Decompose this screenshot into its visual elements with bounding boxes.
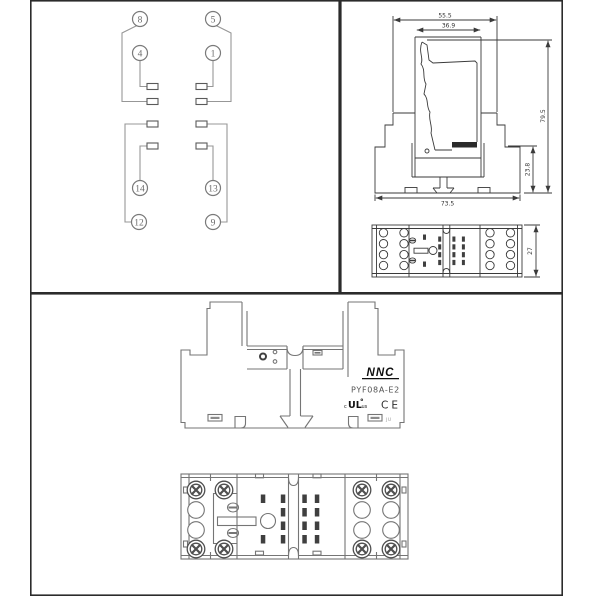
panel-border: [31, 1, 339, 293]
terminal-screws: [187, 481, 400, 558]
socket-panel: [30, 293, 563, 600]
screw: [187, 481, 205, 499]
ce-mark: CE: [381, 399, 401, 412]
terminal-8: 8: [137, 15, 143, 26]
terminal-wells: [188, 502, 400, 539]
small-bottom-view: [372, 225, 540, 277]
ul-suffix: us: [361, 404, 368, 410]
wiring-diagram-panel: [30, 0, 340, 293]
screw: [215, 481, 233, 499]
panel-border: [31, 294, 562, 595]
terminal-9: 9: [210, 218, 216, 229]
dimension-labels: [438, 13, 546, 255]
terminal-13: 13: [208, 184, 218, 195]
contact-pad: [147, 143, 158, 149]
model-number: PYF08A-E2: [351, 385, 400, 395]
dimension-drawing-panel: [340, 0, 563, 293]
ul-registered-dot: [361, 399, 363, 401]
contact-pads: [147, 84, 207, 150]
ul-mark: [344, 399, 368, 411]
screw: [353, 540, 371, 558]
screw: [187, 540, 205, 558]
contact-pad: [147, 99, 158, 105]
dim-base-width: 73.5: [440, 200, 455, 208]
nnc-logo: NNC: [366, 367, 395, 379]
contact-pad: [196, 121, 207, 127]
dim-top-width: 55.5: [438, 12, 452, 20]
terminal-1: 1: [210, 49, 216, 60]
terminal-14: 14: [135, 184, 145, 195]
socket-side-view: [181, 302, 404, 428]
screw: [353, 481, 371, 499]
contact-pad: [196, 143, 207, 149]
screw: [382, 540, 400, 558]
ul-prefix: c: [344, 404, 347, 410]
dim-relay-width: 36.9: [441, 22, 456, 30]
contact-pad: [147, 121, 158, 127]
dim-base-height: 23.8: [524, 162, 532, 177]
ul-letters: UL: [348, 400, 362, 411]
contact-pad: [196, 84, 207, 90]
dim-overall-height: 79.5: [539, 109, 547, 123]
terminal-5: 5: [210, 15, 216, 26]
terminal-4: 4: [137, 49, 143, 60]
dim-socket-width: 27: [527, 247, 535, 255]
screw: [382, 481, 400, 499]
contact-pad: [147, 84, 158, 90]
terminal-holes: [379, 229, 514, 270]
contact-pad: [196, 99, 207, 105]
pin-slots-large: [261, 495, 320, 544]
mount-hole: [260, 354, 266, 360]
screw: [215, 540, 233, 558]
terminal-12: 12: [134, 218, 144, 229]
dimension-lines: [376, 20, 548, 198]
footer-code: JU: [386, 417, 392, 423]
